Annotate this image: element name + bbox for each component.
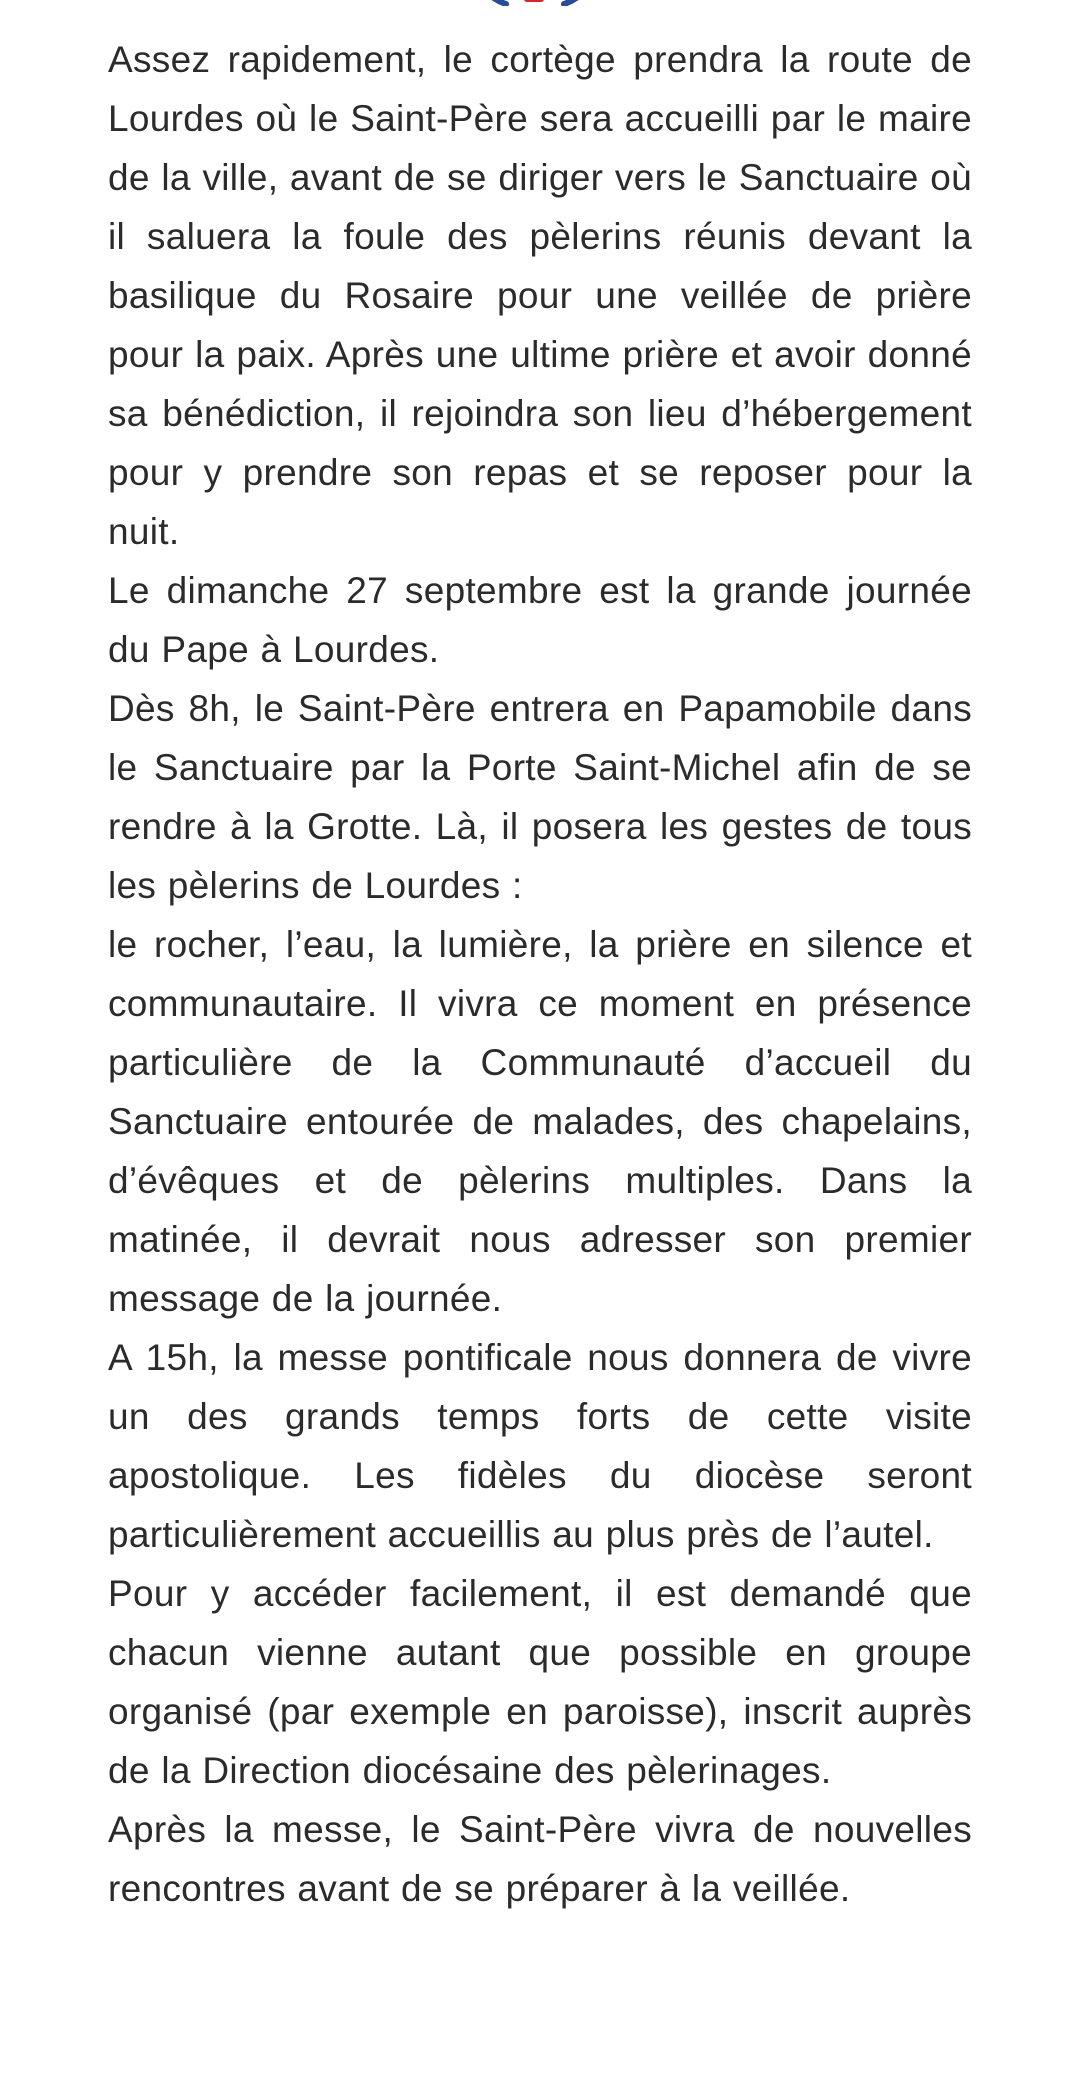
paragraph-morning: Dès 8h, le Saint-Père entrera en Papamobile dans le Sanctuaire par la Porte Saint-Michel afin de se rendre à la Grotte. Là, il posera les gestes de tous les pèlerins de Lourdes : <box>108 688 972 906</box>
paragraph-mass: A 15h, la messe pontificale nous donnera de vivre un des grands temps forts de cette visite apostolique. Les fidèles du diocèse seront particulièrement accueillis au plus près de l’autel. <box>108 1337 972 1555</box>
header-emblem-fragment <box>480 0 590 6</box>
blue-arc-right <box>564 0 586 4</box>
blue-arc-left <box>484 0 506 4</box>
paragraph-grotto: le rocher, l’eau, la lumière, la prière en silence et communautaire. Il vivra ce moment en présence particulière de la Communauté d’accueil du Sanctuaire entourée de malades, des chapelains, d’évêques et de pèlerins multiples. Dans la matinée, il devrait nous adresser son premier message de la journée. <box>108 924 972 1319</box>
paragraph-sunday: Le dimanche 27 septembre est la grande journée du Pape à Lourdes. <box>108 570 972 670</box>
article-body <box>108 30 972 1918</box>
red-mark <box>524 0 544 2</box>
paragraph-after-mass: Après la messe, le Saint-Père vivra de nouvelles rencontres avant de se préparer à la veillée. <box>108 1809 972 1909</box>
paragraph-access: Pour y accéder facilement, il est demandé que chacun vienne autant que possible en groupe organisé (par exemple en paroisse), inscrit auprès de la Direction diocésaine des pèlerinages. <box>108 1573 972 1791</box>
paragraph-arrival: Assez rapidement, le cortège prendra la route de Lourdes où le Saint-Père sera accueilli par le maire de la ville, avant de se diriger vers le Sanctuaire où il saluera la foule des pèlerins réunis devant la basilique du Rosaire pour une veillée de prière pour la paix. Après une ultime prière et avoir donné sa bénédiction, il rejoindra son lieu d’hébergement pour y prendre son repas et se reposer pour la nuit. <box>108 39 972 552</box>
